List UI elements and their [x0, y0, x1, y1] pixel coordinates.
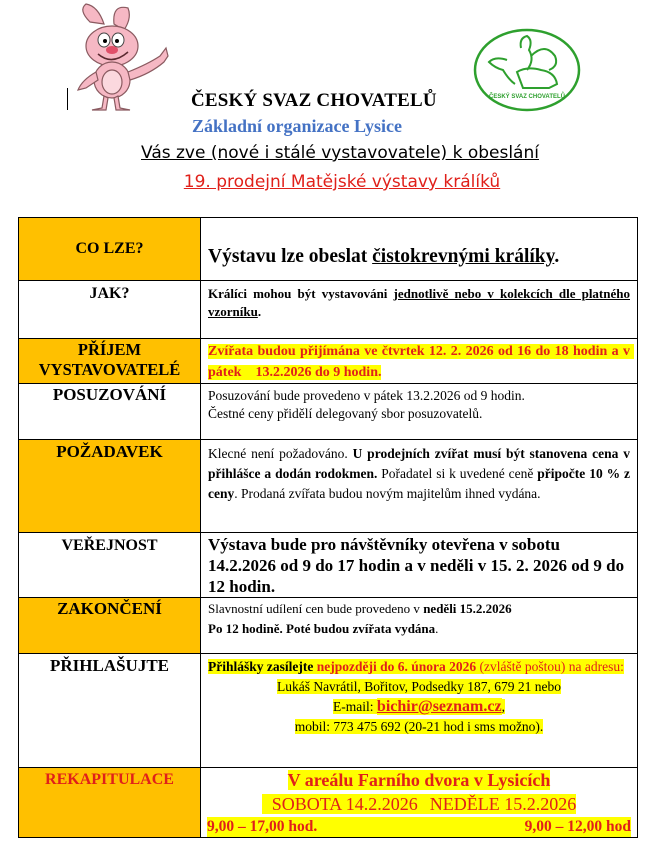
csch-logo — [471, 26, 583, 114]
row-prihlasujte — [19, 654, 638, 768]
label-pozadavek: POŽADAVEK — [19, 440, 201, 533]
pozadavek-text3: Pořadatel si k uvedené ceně — [377, 466, 538, 481]
contact-address: Lukáš Navrátil, Bořitov, Podsedky 187, 679 21 nebo — [276, 679, 562, 694]
rekap-place: V areálu Farního dvora v Lysicích — [287, 770, 551, 790]
value-jak — [201, 281, 638, 339]
co-lze-text: Výstavu lze obeslat — [208, 246, 373, 267]
label-verejnost: VEŘEJNOST — [19, 533, 201, 598]
zakonceni-text1: Slavnostní udílení cen bude provedeno v — [208, 601, 424, 616]
prihlasujte-deadline: nejpozději do 6. února 2026 — [316, 659, 477, 674]
invitation-text: Vás zve (nové i stálé vystavovatele) k obeslání — [141, 143, 539, 163]
row-zakonceni — [19, 598, 638, 654]
event-title — [0, 172, 658, 192]
posuzovani-line1: Posuzování bude provedeno v pátek 13.2.2026 od 9 hodin. — [208, 388, 525, 403]
row-co-lze — [19, 218, 638, 281]
value-prihlasujte — [201, 654, 638, 768]
text-cursor — [67, 88, 68, 110]
label-prihlasujte: PŘIHLAŠUJTE — [19, 654, 201, 768]
bunny-illustration — [68, 2, 186, 114]
label-prijem — [19, 339, 201, 384]
jak-emphasis: jednotlivě nebo v kolekcích dle platného vzorníku — [208, 286, 630, 319]
row-rekapitulace — [19, 768, 638, 838]
pozadavek-text2: U prodejních zvířat musí být stanovena cena v přihlášce a dodán rodokmen. — [208, 446, 630, 481]
logo-text: ČESKÝ SVAZ CHOVATELŮ — [488, 94, 566, 100]
pozadavek-text5: . Prodaná zvířata budou novým majitelům ihned vydána. — [234, 486, 541, 501]
row-pozadavek — [19, 440, 638, 533]
email-end: , — [501, 699, 505, 714]
pozadavek-text4: připočte 10 % z ceny — [208, 466, 631, 501]
label-zakonceni: ZAKONČENÍ — [19, 598, 201, 654]
rekap-saturday-time: 9,00 – 17,00 hod. — [207, 818, 318, 835]
label-prijem-line2: VYSTAVOVATELÉ — [38, 360, 181, 379]
label-jak: JAK? — [19, 281, 201, 339]
value-rekapitulace — [201, 768, 638, 838]
prihlasujte-text1: Přihlášky zasílejte — [208, 659, 317, 674]
value-pozadavek — [201, 440, 638, 533]
rekap-sunday: NEDĚLE 15.2.2026 — [418, 794, 576, 814]
rekap-sunday-time: 9,00 – 12,00 hod — [524, 818, 631, 835]
label-rekapitulace: REKAPITULACE — [19, 768, 201, 838]
email-label: E-mail: — [333, 699, 377, 714]
branch-title: Základní organizace Lysice — [192, 116, 403, 136]
posuzovani-line2: Čestné ceny přidělí delegovaný sbor posuzovatelů. — [208, 406, 483, 421]
row-prijem — [19, 339, 638, 384]
row-verejnost — [19, 533, 638, 598]
value-co-lze — [201, 218, 638, 281]
label-posuzovani: POSUZOVÁNÍ — [19, 384, 201, 440]
pozadavek-text1: Klecné není požadováno. — [208, 446, 353, 461]
label-co-lze: CO LZE? — [19, 218, 201, 281]
value-zakonceni — [201, 598, 638, 654]
label-prijem-line1: PŘÍJEM — [77, 340, 142, 359]
value-prijem — [201, 339, 638, 384]
jak-text: Králíci mohou být vystavováni — [208, 286, 394, 301]
zakonceni-end: . — [435, 621, 439, 636]
value-verejnost: Výstava bude pro návštěvníky otevřena v sobotu 14.2.2026 od 9 do 17 hodin a v neděli v 15. 2. 2026 od 9 do 12 hodin. — [201, 533, 638, 598]
info-table — [18, 217, 638, 838]
email-link[interactable]: bichir@seznam.cz — [376, 698, 502, 715]
prihlasujte-text3: (zvláště poštou) na adresu: — [476, 659, 624, 674]
jak-end: . — [257, 304, 262, 319]
value-posuzovani — [201, 384, 638, 440]
event-title-text: 19. prodejní Matějské výstavy králíků — [183, 172, 501, 192]
rekap-saturday: SOBOTA 14.2.2026 — [262, 794, 418, 814]
zakonceni-date: neděli 15.2.2026 — [423, 601, 512, 616]
row-posuzovani — [19, 384, 638, 440]
org-title: ČESKÝ SVAZ CHOVATELŮ — [191, 90, 437, 111]
prijem-text: Zvířata budou přijímána ve čtvrtek 12. 2. 2026 od 16 do 18 hodin a v pátek 13.2.2026 do 9 hodin. — [208, 344, 634, 380]
zakonceni-text3: Po 12 hodině. Poté budou zvířata vydána — [208, 621, 436, 636]
contact-mobile: mobil: 773 475 692 (20-21 hod i sms možno). — [294, 719, 544, 734]
co-lze-end: . — [554, 246, 560, 267]
row-jak — [19, 281, 638, 339]
invitation-line — [0, 143, 658, 163]
co-lze-emphasis: čistokrevnými králíky — [372, 246, 555, 267]
